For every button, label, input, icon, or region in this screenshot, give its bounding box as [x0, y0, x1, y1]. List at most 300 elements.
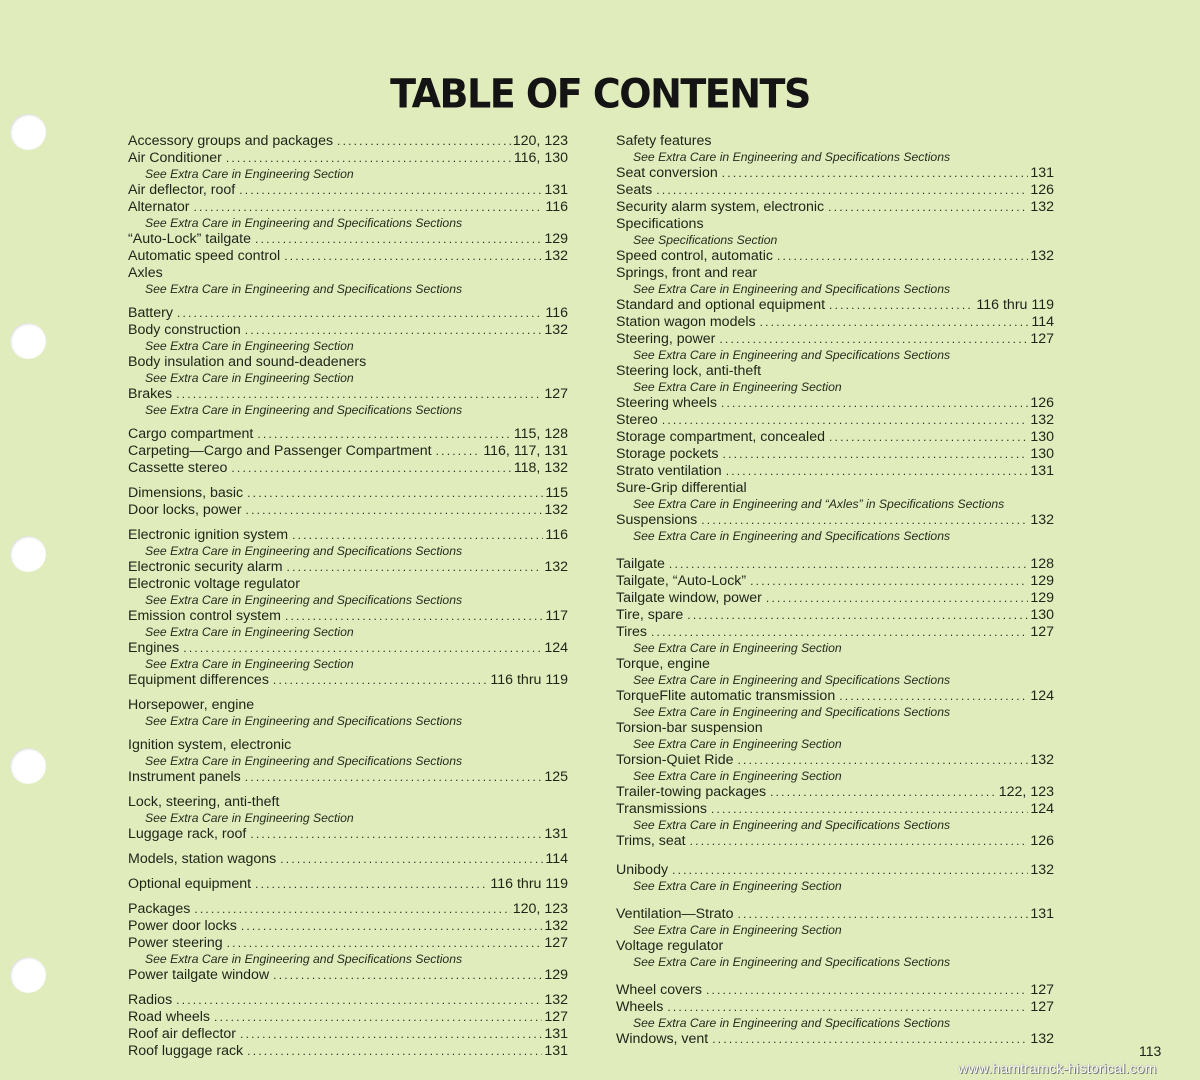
binder-hole [10, 748, 46, 784]
toc-entry-page: 117 [545, 608, 568, 624]
toc-entry-label: “Auto-Lock” tailgate [128, 231, 252, 247]
toc-entry-label: Electronic ignition system [128, 527, 289, 543]
dot-leader [770, 784, 997, 801]
toc-entry-page: 120, 123 [512, 133, 568, 149]
binder-hole [10, 114, 46, 150]
page-number: 113 [1139, 1043, 1162, 1059]
toc-entry-label: Windows, vent [616, 1031, 709, 1047]
toc-entry-label: Radios [128, 992, 173, 1008]
contents-column-left [128, 133, 568, 1060]
spacer [616, 970, 1054, 982]
toc-entry [128, 794, 568, 811]
toc-entry-note: See Extra Care in Engineering and Specifications Sections [633, 955, 951, 969]
toc-entry-note: See Extra Care in Engineering Section [145, 811, 354, 825]
toc-entry-note: See Extra Care in Engineering Section [633, 641, 842, 655]
toc-entry-note: See Extra Care in Engineering and Specifications Sections [145, 403, 463, 417]
toc-entry-label: Seats [616, 182, 653, 198]
toc-entry [128, 426, 568, 443]
toc-entry [128, 608, 568, 625]
toc-entry [128, 231, 568, 248]
toc-entry-label: Optional equipment [128, 876, 252, 892]
dot-leader [706, 982, 1028, 999]
dot-leader [337, 133, 511, 150]
dot-leader [280, 851, 543, 868]
toc-entry [128, 265, 568, 282]
toc-entry-label: Torsion-Quiet Ride [616, 752, 734, 768]
spacer [128, 786, 568, 794]
toc-entry-note: See Extra Care in Engineering Section [633, 923, 842, 937]
toc-entry-page: 116 thru 119 [976, 297, 1054, 313]
page-title: TABLE OF CONTENTS [390, 70, 810, 118]
toc-entry [616, 607, 1054, 624]
toc-entry-label: Wheels [616, 999, 664, 1015]
toc-entry-note: See Extra Care in Engineering Section [633, 879, 842, 893]
toc-entry [616, 982, 1054, 999]
toc-entry [616, 395, 1054, 412]
toc-entry-label: Steering lock, anti-theft [616, 363, 762, 379]
toc-entry-page: 114 [1031, 314, 1054, 330]
toc-entry-page: 129 [1030, 573, 1054, 589]
toc-entry-note: See Extra Care in Engineering Section [633, 737, 842, 751]
toc-entry-page: 120, 123 [512, 901, 568, 917]
toc-entry-page: 129 [544, 967, 568, 983]
toc-entry [128, 248, 568, 265]
dot-leader [245, 322, 543, 339]
toc-entry [128, 443, 568, 460]
dot-leader [687, 607, 1028, 624]
toc-entry [616, 412, 1054, 429]
dot-leader [656, 182, 1028, 199]
dot-leader [436, 443, 482, 460]
toc-entry-note: See Extra Care in Engineering and Specifications Sections [145, 754, 463, 768]
toc-entry-page: 116 thru 119 [490, 672, 568, 688]
toc-entry-label: Power tailgate window [128, 967, 270, 983]
toc-entry-label: Cargo compartment [128, 426, 254, 442]
toc-entry-label: Engines [128, 640, 180, 656]
dot-leader [723, 446, 1029, 463]
toc-entry-page: 132 [544, 992, 568, 1008]
toc-entry-label: Storage pockets [616, 446, 719, 462]
dot-leader [194, 901, 510, 918]
dot-leader [719, 331, 1028, 348]
binder-hole [10, 957, 46, 993]
toc-entry-note: See Extra Care in Engineering Section [145, 625, 354, 639]
toc-entry-label: Wheel covers [616, 982, 702, 998]
toc-entry-label: Sure-Grip differential [616, 480, 747, 496]
toc-entry-page: 116, 117, 131 [483, 443, 568, 459]
toc-entry-note: See Extra Care in Engineering and Specifications Sections [633, 282, 951, 296]
toc-entry [128, 697, 568, 714]
toc-entry-label: Horsepower, engine [128, 697, 255, 713]
toc-entry-note: See Extra Care in Engineering and “Axles” in Specifications Sections [633, 497, 1005, 511]
toc-entry-page: 115 [545, 485, 568, 501]
toc-entry-label: Equipment differences [128, 672, 269, 688]
spacer [128, 843, 568, 851]
toc-entry-label: Door locks, power [128, 502, 242, 518]
dot-leader [273, 672, 489, 689]
toc-entry-label: Steering wheels [616, 395, 717, 411]
toc-entry-note: See Extra Care in Engineering and Specifications Sections [633, 1016, 951, 1030]
toc-entry [128, 672, 568, 689]
toc-entry-label: Speed control, automatic [616, 248, 773, 264]
toc-entry-note: See Extra Care in Engineering Section [633, 769, 842, 783]
toc-entry-label: Transmissions [616, 801, 707, 817]
dot-leader [257, 426, 511, 443]
dot-leader [194, 199, 544, 216]
toc-entry-label: Accessory groups and packages [128, 133, 334, 149]
toc-entry-note: See Extra Care in Engineering and Specifications Sections [145, 593, 463, 607]
toc-entry [616, 801, 1054, 818]
toc-entry-page: 131 [544, 182, 568, 198]
toc-entry [128, 1026, 568, 1043]
toc-entry [616, 429, 1054, 446]
dot-leader [284, 248, 542, 265]
toc-entry [616, 999, 1054, 1016]
toc-entry-label: Air deflector, roof [128, 182, 236, 198]
toc-entry-page: 132 [1030, 862, 1054, 878]
dot-leader [240, 1026, 542, 1043]
toc-entry [128, 826, 568, 843]
dot-leader [214, 1009, 542, 1026]
toc-entry [616, 248, 1054, 265]
toc-entry [616, 165, 1054, 182]
dot-leader [227, 935, 543, 952]
toc-entry [128, 559, 568, 576]
toc-entry [128, 305, 568, 322]
toc-entry-page: 132 [544, 559, 568, 575]
toc-entry-page: 116, 130 [513, 150, 568, 166]
toc-entry [128, 527, 568, 544]
spacer [128, 729, 568, 737]
dot-leader [231, 460, 511, 477]
toc-entry-page: 130 [1030, 446, 1054, 462]
toc-entry-page: 116 [545, 305, 568, 321]
toc-entry-page: 114 [545, 851, 568, 867]
dot-leader [712, 1031, 1028, 1048]
toc-entry-label: Automatic speed control [128, 248, 281, 264]
spacer [128, 418, 568, 426]
spacer [128, 297, 568, 305]
toc-entry-label: Torque, engine [616, 656, 710, 672]
toc-entry-page: 131 [544, 1043, 568, 1059]
toc-entry [128, 935, 568, 952]
dot-leader [245, 769, 543, 786]
toc-entry-page: 126 [1030, 182, 1054, 198]
toc-entry [616, 199, 1054, 216]
dot-leader [226, 150, 512, 167]
toc-entry-note: See Extra Care in Engineering Section [145, 371, 354, 385]
toc-entry-page: 131 [1030, 165, 1054, 181]
toc-entry-label: Packages [128, 901, 191, 917]
toc-entry-label: Electronic voltage regulator [128, 576, 300, 592]
toc-entry [128, 576, 568, 593]
toc-entry [616, 331, 1054, 348]
toc-entry-page: 125 [544, 769, 568, 785]
toc-entry-label: Tailgate [616, 556, 665, 572]
spacer [128, 893, 568, 901]
toc-entry-label: Springs, front and rear [616, 265, 758, 281]
dot-leader [828, 199, 1028, 216]
toc-entry-page: 131 [1030, 463, 1054, 479]
toc-entry-label: Specifications [616, 216, 704, 232]
dot-leader [750, 573, 1028, 590]
toc-entry [128, 1009, 568, 1026]
toc-entry-note: See Extra Care in Engineering and Specifications Sections [145, 216, 463, 230]
toc-entry-note: See Extra Care in Engineering and Specifications Sections [633, 348, 951, 362]
toc-entry [128, 133, 568, 150]
toc-entry-label: Trims, seat [616, 833, 686, 849]
toc-entry-page: 130 [1030, 429, 1054, 445]
toc-entry-page: 132 [1030, 1031, 1054, 1047]
toc-entry [616, 265, 1054, 282]
toc-entry-label: Lock, steering, anti-theft [128, 794, 280, 810]
toc-entry-label: Tire, spare [616, 607, 684, 623]
dot-leader [183, 640, 542, 657]
toc-entry-page: 131 [544, 1026, 568, 1042]
toc-entry-label: Instrument panels [128, 769, 241, 785]
toc-entry-label: Carpeting—Cargo and Passenger Compartment [128, 443, 432, 459]
toc-entry-label: Body insulation and sound-deadeners [128, 354, 367, 370]
toc-entry-label: Road wheels [128, 1009, 211, 1025]
toc-entry-page: 132 [1030, 512, 1054, 528]
spacer [128, 868, 568, 876]
toc-entry-label: Luggage rack, roof [128, 826, 247, 842]
toc-entry [616, 752, 1054, 769]
toc-entry [128, 386, 568, 403]
toc-entry-page: 132 [544, 918, 568, 934]
toc-entry [616, 833, 1054, 850]
toc-entry [616, 216, 1054, 233]
toc-entry [128, 918, 568, 935]
toc-entry [128, 876, 568, 893]
watermark: www.hamtramck-historical.com [958, 1060, 1157, 1076]
toc-entry [128, 640, 568, 657]
toc-entry [128, 460, 568, 477]
toc-entry [616, 463, 1054, 480]
toc-entry-page: 128 [1030, 556, 1054, 572]
dot-leader [738, 906, 1029, 923]
toc-entry-page: 127 [1030, 624, 1054, 640]
dot-leader [738, 752, 1029, 769]
dot-leader [672, 862, 1028, 879]
toc-entry-note: See Extra Care in Engineering and Specifications Sections [145, 544, 463, 558]
toc-entry-page: 124 [1030, 688, 1054, 704]
dot-leader [651, 624, 1028, 641]
contents-column-right [616, 133, 1054, 1048]
toc-entry-label: Power steering [128, 935, 223, 951]
toc-entry-note: See Extra Care in Engineering and Specifications Sections [633, 529, 951, 543]
toc-entry-label: Models, station wagons [128, 851, 277, 867]
toc-entry [128, 199, 568, 216]
toc-entry-label: Battery [128, 305, 173, 321]
toc-entry [128, 769, 568, 786]
toc-entry-label: TorqueFlite automatic transmission [616, 688, 836, 704]
toc-entry-label: Electronic security alarm [128, 559, 283, 575]
toc-entry-page: 127 [544, 386, 568, 402]
toc-entry [616, 363, 1054, 380]
toc-entry [128, 967, 568, 984]
toc-entry-page: 127 [1030, 982, 1054, 998]
dot-leader [766, 590, 1028, 607]
spacer [616, 850, 1054, 862]
dot-leader [662, 412, 1029, 429]
toc-entry-label: Body construction [128, 322, 241, 338]
toc-entry-page: 132 [544, 248, 568, 264]
toc-entry [616, 784, 1054, 801]
toc-entry-label: Tailgate, “Auto-Lock” [616, 573, 747, 589]
spacer [128, 477, 568, 485]
toc-entry-page: 132 [544, 322, 568, 338]
toc-entry [616, 297, 1054, 314]
spacer [616, 894, 1054, 906]
toc-entry-label: Tailgate window, power [616, 590, 762, 606]
toc-entry [616, 720, 1054, 737]
toc-entry-label: Stereo [616, 412, 658, 428]
toc-entry-label: Torsion-bar suspension [616, 720, 763, 736]
toc-entry [616, 133, 1054, 150]
toc-entry-note: See Extra Care in Engineering and Specifications Sections [145, 282, 463, 296]
spacer [128, 984, 568, 992]
dot-leader [721, 395, 1028, 412]
toc-entry [616, 446, 1054, 463]
toc-entry-note: See Specifications Section [633, 233, 778, 247]
dot-leader [247, 1043, 542, 1060]
dot-leader [287, 559, 543, 576]
toc-entry-page: 132 [544, 502, 568, 518]
toc-entry-label: Axles [128, 265, 163, 281]
toc-entry-note: See Extra Care in Engineering Section [145, 339, 354, 353]
toc-entry-label: Dimensions, basic [128, 485, 244, 501]
toc-entry-label: Standard and optional equipment [616, 297, 826, 313]
toc-entry-page: 118, 132 [513, 460, 568, 476]
toc-entry-page: 116 [545, 199, 568, 215]
toc-entry [128, 851, 568, 868]
dot-leader [241, 918, 543, 935]
dot-leader [285, 608, 543, 625]
toc-entry-note: See Extra Care in Engineering Section [145, 657, 354, 671]
dot-leader [246, 502, 543, 519]
dot-leader [177, 305, 543, 322]
spacer [616, 544, 1054, 556]
dot-leader [701, 512, 1028, 529]
dot-leader [722, 165, 1029, 182]
toc-entry-note: See Extra Care in Engineering and Specifications Sections [633, 150, 951, 164]
toc-entry [616, 512, 1054, 529]
toc-entry-page: 129 [1030, 590, 1054, 606]
toc-entry-label: Roof air deflector [128, 1026, 237, 1042]
toc-entry [616, 556, 1054, 573]
dot-leader [292, 527, 543, 544]
toc-entry-page: 116 [545, 527, 568, 543]
dot-leader [250, 826, 542, 843]
toc-entry-page: 127 [544, 1009, 568, 1025]
toc-entry [128, 502, 568, 519]
dot-leader [247, 485, 543, 502]
dot-leader [690, 833, 1029, 850]
toc-entry-note: See Extra Care in Engineering and Specifications Sections [145, 714, 463, 728]
dot-leader [176, 992, 542, 1009]
toc-entry [616, 862, 1054, 879]
dot-leader [255, 876, 488, 893]
toc-entry-label: Power door locks [128, 918, 237, 934]
toc-entry-page: 126 [1030, 833, 1054, 849]
toc-entry [128, 182, 568, 199]
dot-leader [255, 231, 542, 248]
toc-entry [128, 737, 568, 754]
toc-entry-label: Roof luggage rack [128, 1043, 244, 1059]
dot-leader [669, 556, 1028, 573]
toc-entry-note: See Extra Care in Engineering and Specifications Sections [633, 705, 951, 719]
toc-entry [616, 688, 1054, 705]
toc-entry-note: See Extra Care in Engineering and Specifications Sections [633, 818, 951, 832]
toc-entry-page: 124 [544, 640, 568, 656]
toc-entry [616, 938, 1054, 955]
toc-entry [616, 624, 1054, 641]
toc-entry-page: 132 [1030, 199, 1054, 215]
toc-entry-note: See Extra Care in Engineering Section [145, 167, 354, 181]
toc-entry-label: Ignition system, electronic [128, 737, 292, 753]
toc-entry-label: Brakes [128, 386, 173, 402]
toc-entry-label: Ventilation—Strato [616, 906, 734, 922]
dot-leader [176, 386, 542, 403]
toc-entry [128, 354, 568, 371]
dot-leader [777, 248, 1028, 265]
dot-leader [711, 801, 1028, 818]
toc-entry [616, 573, 1054, 590]
toc-entry-page: 127 [1030, 999, 1054, 1015]
dot-leader [829, 429, 1028, 446]
toc-entry-page: 131 [544, 826, 568, 842]
toc-entry-label: Station wagon models [616, 314, 756, 330]
toc-entry [128, 992, 568, 1009]
toc-entry-page: 127 [1030, 331, 1054, 347]
toc-entry-page: 115, 128 [513, 426, 568, 442]
toc-entry [616, 480, 1054, 497]
toc-entry-label: Voltage regulator [616, 938, 724, 954]
toc-entry-page: 131 [1030, 906, 1054, 922]
toc-entry [128, 1043, 568, 1060]
toc-entry-page: 127 [544, 935, 568, 951]
toc-entry-page: 124 [1030, 801, 1054, 817]
toc-entry-label: Seat conversion [616, 165, 718, 181]
binder-hole [10, 536, 46, 572]
toc-entry-label: Safety features [616, 133, 712, 149]
spacer [128, 519, 568, 527]
toc-entry [616, 182, 1054, 199]
toc-entry-page: 132 [1030, 752, 1054, 768]
toc-entry [616, 656, 1054, 673]
dot-leader [829, 297, 974, 314]
dot-leader [839, 688, 1028, 705]
toc-entry-page: 132 [1030, 248, 1054, 264]
toc-entry-label: Steering, power [616, 331, 716, 347]
dot-leader [726, 463, 1029, 480]
toc-entry-label: Suspensions [616, 512, 698, 528]
toc-entry-note: See Extra Care in Engineering and Specifications Sections [633, 673, 951, 687]
toc-entry [128, 150, 568, 167]
toc-entry [128, 485, 568, 502]
toc-entry [616, 314, 1054, 331]
toc-entry [616, 906, 1054, 923]
toc-entry-page: 132 [1030, 412, 1054, 428]
toc-entry-label: Tires [616, 624, 648, 640]
toc-entry-note: See Extra Care in Engineering and Specifications Sections [145, 952, 463, 966]
toc-entry-page: 130 [1030, 607, 1054, 623]
toc-entry-note: See Extra Care in Engineering Section [633, 380, 842, 394]
toc-entry-label: Air Conditioner [128, 150, 222, 166]
dot-leader [667, 999, 1028, 1016]
toc-entry-page: 122, 123 [998, 784, 1054, 800]
